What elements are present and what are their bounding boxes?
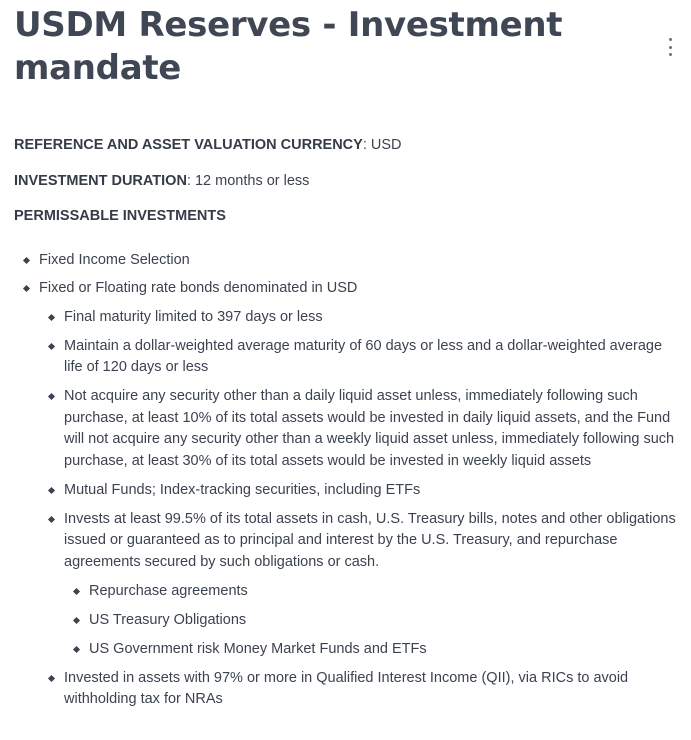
currency-line bbox=[14, 135, 402, 155]
list-item: Not acquire any security other than a daily liquid asset unless, immediately following such purchase, at least 10% of its total assets would be invested in daily liquid assets, and the Fund will not acquire any security other than a weekly liquid asset unless, immediately following such purchase, at least 30% of its total assets would be invested in weekly liquid assets bbox=[64, 386, 679, 473]
permissible-heading: PERMISSABLE INVESTMENTS bbox=[14, 208, 226, 224]
list-item: Final maturity limited to 397 days or less bbox=[64, 307, 679, 329]
kebab-dot bbox=[669, 46, 672, 49]
list-item: US Government risk Money Market Funds and ETFs bbox=[89, 639, 679, 661]
duration-label: INVESTMENT DURATION bbox=[14, 173, 187, 189]
currency-label: REFERENCE AND ASSET VALUATION CURRENCY bbox=[14, 137, 363, 153]
list-item: US Treasury Obligations bbox=[89, 610, 679, 632]
currency-value: : USD bbox=[362, 137, 402, 153]
kebab-menu-icon[interactable] bbox=[664, 38, 676, 56]
page-title: USDM Reserves - Investment mandate bbox=[14, 5, 563, 88]
list-item: Fixed Income Selection bbox=[39, 250, 679, 272]
duration-value: : 12 months or less bbox=[186, 173, 310, 189]
list-item: Maintain a dollar-weighted average maturity of 60 days or less and a dollar-weighted average life of 120 days or less bbox=[64, 336, 679, 379]
kebab-dot bbox=[669, 53, 672, 56]
kebab-dot bbox=[669, 38, 672, 41]
permissible-investments-list bbox=[39, 250, 679, 718]
duration-line bbox=[14, 171, 309, 191]
list-item: Repurchase agreements bbox=[89, 581, 679, 603]
list-item: Mutual Funds; Index-tracking securities, including ETFs bbox=[64, 480, 679, 502]
list-item: Fixed or Floating rate bonds denominated in USD Final maturity limited to 397 days or less Maintain a dollar-weighted average maturity of 60 days or less and a dollar-weighted average life of 120 days or less Not acquire any security other than a daily liquid asset unless, immediately following such purchase, at least 10% of its total assets would be invested in daily liquid assets, and the Fund will not acquire any security other than a weekly liquid asset unless, immediately following such purchase, at least 30% of its total assets would be invested in weekly liquid assets Mutual Funds; Index-tracking securities, including ETFs Invests at least 99.5% of its total assets in cash, U.S. Treasury bills, notes and other obligations issued or guaranteed as to principal and interest by the U.S. Treasury, and repurchase agreements secured by such obligations or cash. Repurchase agreements US Treasury Obligations US Government risk Money Market Funds and ETFs Invested in assets with 97% or more in Qualified Interest Income (QII), via RICs to avoid withholding tax for NRAs bbox=[39, 278, 679, 711]
list-item: Invested in assets with 97% or more in Qualified Interest Income (QII), via RICs to avoid withholding tax for NRAs bbox=[64, 668, 679, 711]
bond-criteria-list bbox=[64, 307, 679, 711]
treasury-asset-list bbox=[89, 581, 679, 661]
list-item: Invests at least 99.5% of its total assets in cash, U.S. Treasury bills, notes and other obligations issued or guaranteed as to principal and interest by the U.S. Treasury, and repurchase agreements secured by such obligations or cash. Repurchase agreements US Treasury Obligations US Government risk Money Market Funds and ETFs bbox=[64, 509, 679, 661]
